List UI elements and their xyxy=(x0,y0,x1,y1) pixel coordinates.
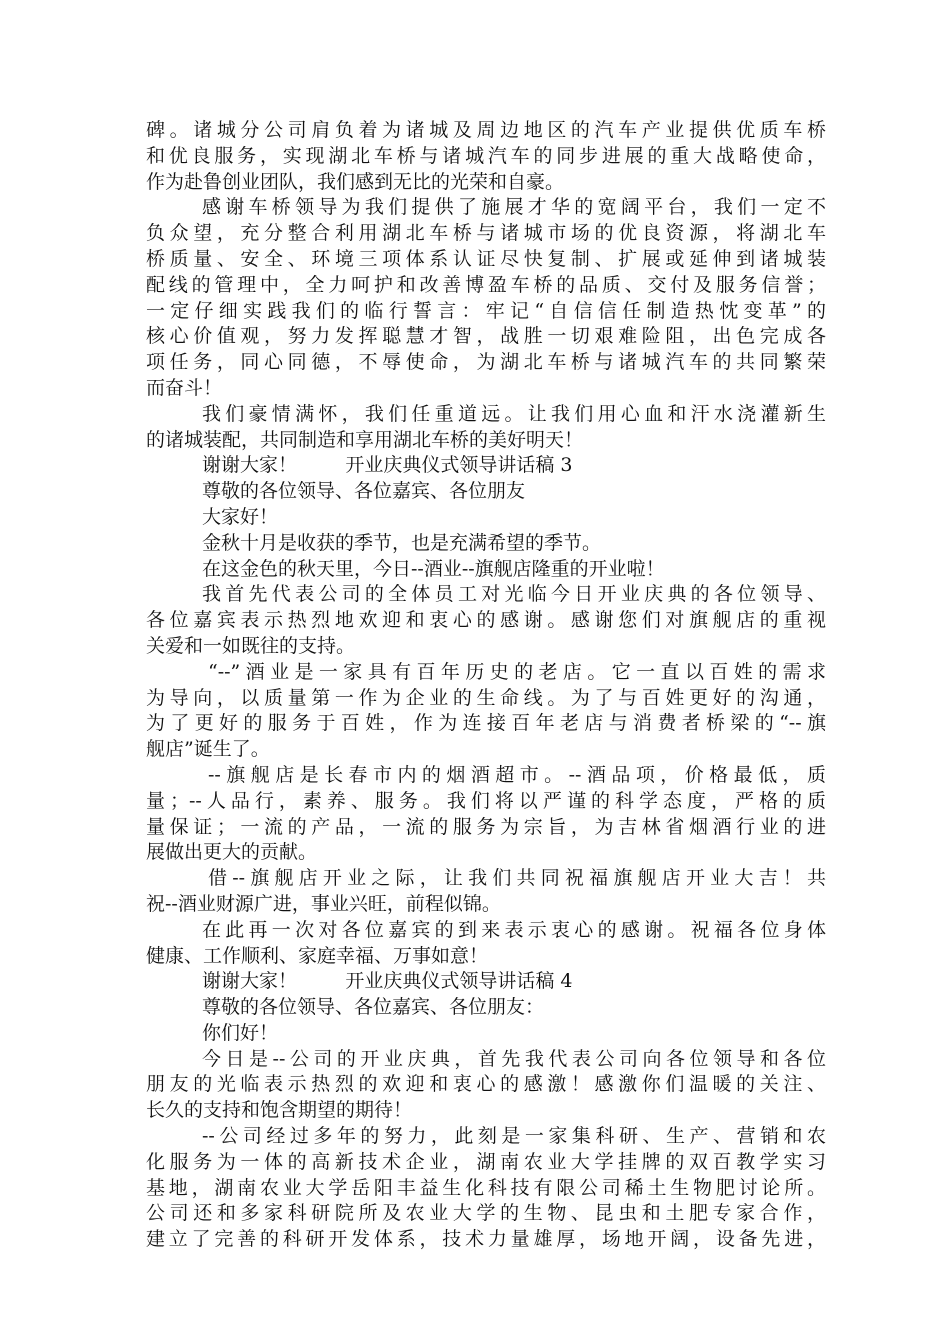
text-line: 健康、工作顺利、家庭幸福、万事如意！ xyxy=(146,944,489,967)
text-line: 作为赴鲁创业团队，我们感到无比的光荣和自豪。 xyxy=(146,170,565,193)
text-line: 量；--人品行，素养、服务。我们将以严谨的科学态度，严格的质 xyxy=(146,789,826,812)
text-line: 感谢车桥领导为我们提供了施展才华的宽阔平台，我们一定不 xyxy=(202,196,826,219)
text-line: 展做出更大的贡献。 xyxy=(146,841,318,864)
text-line: 在这金色的秋天里，今日--酒业--旗舰店隆重的开业啦！ xyxy=(202,557,665,580)
text-line: 在此再一次对各位嘉宾的到来表示衷心的感谢。祝福各位身体 xyxy=(202,918,826,941)
text-line: 的诸城装配，共同制造和享用湖北车桥的美好明天！ xyxy=(146,428,584,451)
text-line: 祝--酒业财源广进，事业兴旺，前程似锦。 xyxy=(146,892,501,915)
text-line: 为了更好的服务于百姓，作为连接百年老店与消费者桥梁的“--旗 xyxy=(146,712,826,735)
text-line: 舰店”诞生了。 xyxy=(146,738,270,761)
document-body xyxy=(146,118,826,1253)
text-line: 朋友的光临表示热烈的欢迎和衷心的感激！感激你们温暖的关注、 xyxy=(146,1073,826,1096)
text-line: 负众望，充分整合利用湖北车桥与诸城市场的优良资源，将湖北车 xyxy=(146,222,826,245)
text-line: “--”酒业是一家具有百年历史的老店。它一直以百姓的需求 xyxy=(208,660,826,683)
text-line: 公司还和多家科研院所及农业大学的生物、昆虫和土肥专家合作， xyxy=(146,1202,826,1225)
speech-heading-line: 谢谢大家！ 开业庆典仪式领导讲话稿 4 xyxy=(202,970,573,993)
text-line: 各位嘉宾表示热烈地欢迎和衷心的感谢。感谢您们对旗舰店的重视 xyxy=(146,609,826,632)
speech-heading-line: 谢谢大家！ 开业庆典仪式领导讲话稿 3 xyxy=(202,454,573,477)
text-line: 关爱和一如既往的支持。 xyxy=(146,634,356,657)
text-line: --公司经过多年的努力，此刻是一家集科研、生产、营销和农 xyxy=(202,1125,826,1148)
text-line: 我首先代表公司的全体员工对光临今日开业庆典的各位领导、 xyxy=(202,583,826,606)
text-line: 金秋十月是收获的季节，也是充满希望的季节。 xyxy=(202,531,602,554)
text-line: --旗舰店是长春市内的烟酒超市。--酒品项，价格最低，质 xyxy=(208,763,826,786)
text-line: 大家好！ xyxy=(202,505,279,528)
text-line: 尊敬的各位领导、各位嘉宾、各位朋友： xyxy=(202,996,545,1019)
text-line: 和优良服务，实现湖北车桥与诸城汽车的同步进展的重大战略使命， xyxy=(146,144,826,167)
text-line: 桥质量、安全、环境三项体系认证尽快复制、扩展或延伸到诸城装 xyxy=(146,247,826,270)
text-line: 借--旗舰店开业之际，让我们共同祝福旗舰店开业大吉！共 xyxy=(208,867,826,890)
text-line: 一定仔细实践我们的临行誓言：牢记“自信信任制造热忱变革”的 xyxy=(146,299,826,322)
text-line: 项任务，同心同德，不辱使命，为湖北车桥与诸城汽车的共同繁荣 xyxy=(146,351,826,374)
text-line: 量保证；一流的产品，一流的服务为宗旨，为吉林省烟酒行业的进 xyxy=(146,815,826,838)
text-line: 碑。诸城分公司肩负着为诸城及周边地区的汽车产业提供优质车桥 xyxy=(146,119,826,141)
text-line: 尊敬的各位领导、各位嘉宾、各位朋友 xyxy=(202,480,526,503)
text-line: 为导向，以质量第一作为企业的生命线。为了与百姓更好的沟通， xyxy=(146,686,826,709)
text-line: 长久的支持和饱含期望的期待！ xyxy=(146,1099,413,1122)
text-line: 建立了完善的科研开发体系，技术力量雄厚，场地开阔，设备先进， xyxy=(146,1228,826,1251)
text-line: 你们好！ xyxy=(202,1021,279,1044)
text-line: 核心价值观，努力发挥聪慧才智，战胜一切艰难险阻，出色完成各 xyxy=(146,325,826,348)
text-line: 我们豪情满怀，我们任重道远。让我们用心血和汗水浇灌新生 xyxy=(202,402,826,425)
text-line: 而奋斗！ xyxy=(146,376,223,399)
text-line: 配线的管理中，全力呵护和改善博盈车桥的品质、交付及服务信誉； xyxy=(146,273,826,296)
text-line: 化服务为一体的高新技术企业，湖南农业大学挂牌的双百教学实习 xyxy=(146,1150,826,1173)
text-line: 今日是--公司的开业庆典，首先我代表公司向各位领导和各位 xyxy=(202,1047,826,1070)
text-line: 基地，湖南农业大学岳阳丰益生化科技有限公司稀土生物肥讨论所。 xyxy=(146,1176,826,1199)
